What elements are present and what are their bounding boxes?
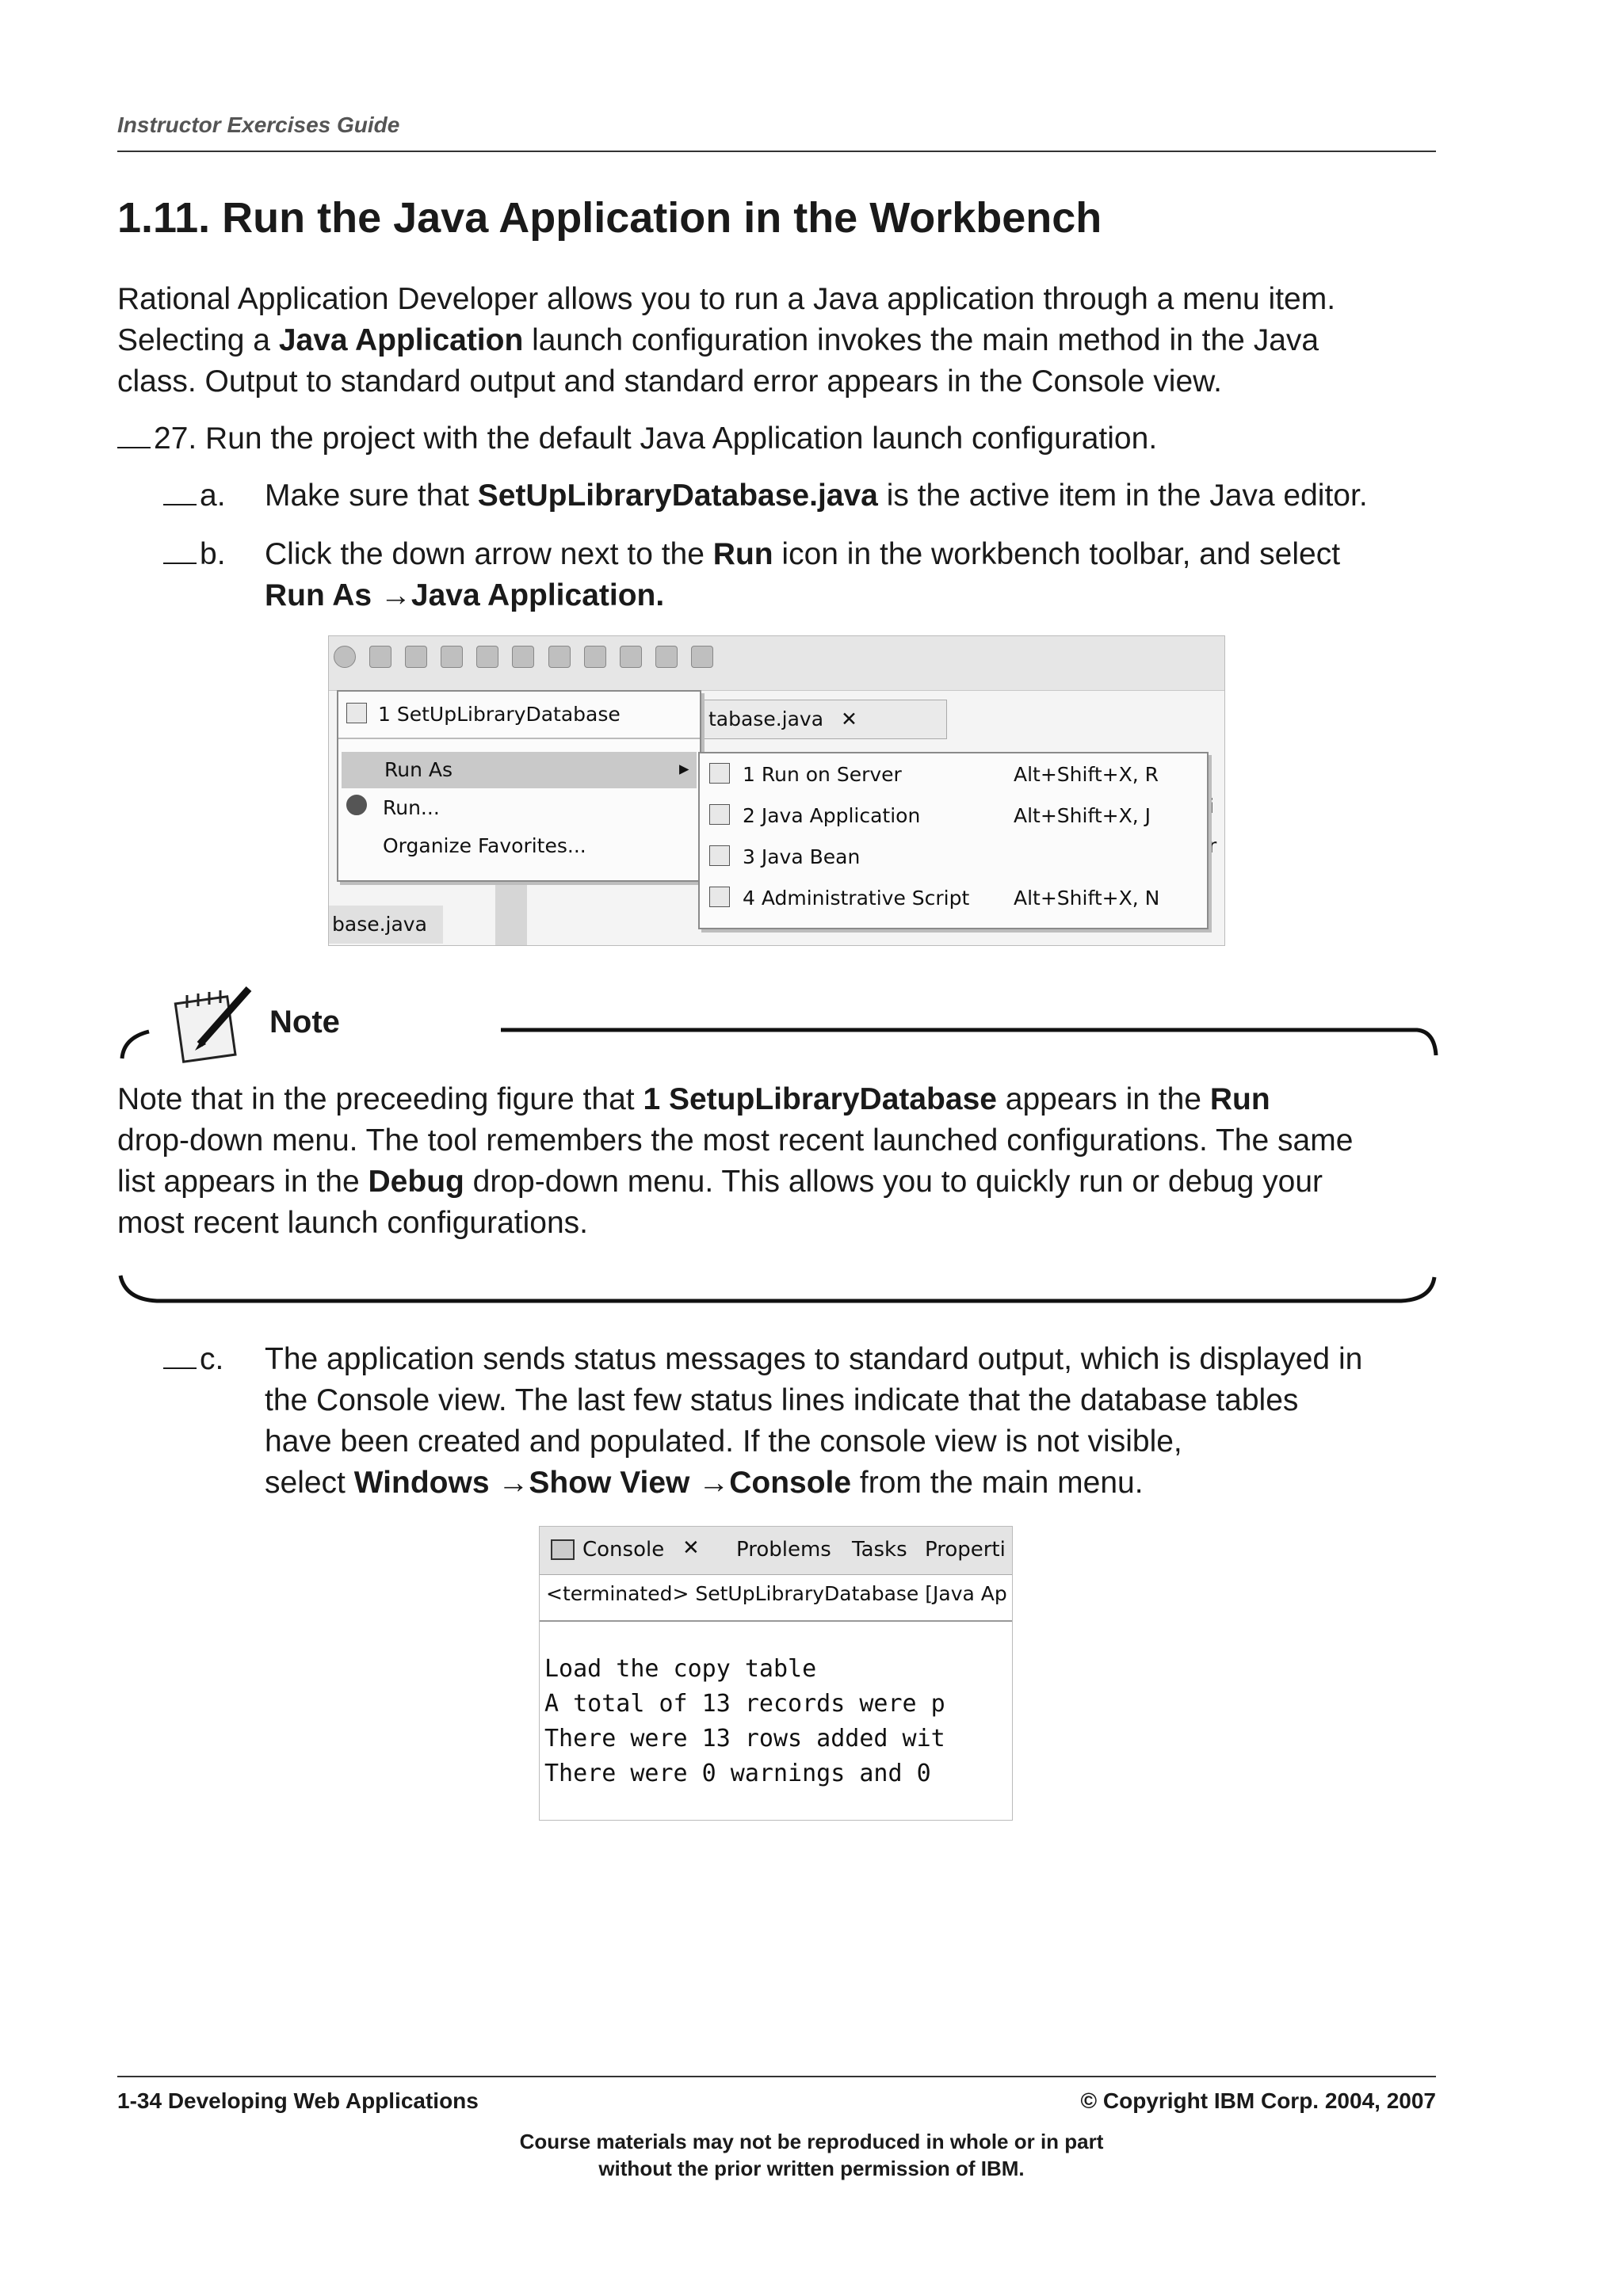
note-line-1 bbox=[117, 1079, 1449, 1120]
intro-bold: Java Application bbox=[278, 323, 524, 357]
java-bean-icon bbox=[709, 845, 730, 866]
editor-tab-label: tabase.java bbox=[708, 707, 824, 730]
menu-item-run[interactable]: Run... bbox=[383, 796, 440, 819]
step-bold: Console bbox=[729, 1466, 852, 1500]
menu-item-setuplibrarydatabase[interactable]: 1 SetUpLibraryDatabase bbox=[378, 703, 621, 726]
intro-text: Selecting a bbox=[117, 323, 279, 357]
step-b bbox=[163, 534, 226, 575]
console-divider bbox=[540, 1620, 1012, 1622]
note-bold: 1 SetupLibraryDatabase bbox=[643, 1082, 997, 1116]
step-c-line-3: have been created and populated. If the console view is not visible, bbox=[265, 1425, 1182, 1459]
tab-problems[interactable]: Problems bbox=[736, 1538, 831, 1562]
note-text: drop-down menu. This allows you to quickly run or debug your bbox=[464, 1165, 1323, 1199]
server-icon[interactable] bbox=[512, 646, 534, 668]
console-icon bbox=[551, 1539, 575, 1560]
menu-item-run-as[interactable] bbox=[342, 752, 697, 788]
note-text: Note that in the preceeding figure that bbox=[117, 1082, 643, 1116]
intro-paragraph bbox=[117, 279, 1449, 402]
console-status: <terminated> SetUpLibraryDatabase [Java Ap bbox=[546, 1582, 1007, 1605]
running-header: Instructor Exercises Guide bbox=[117, 113, 400, 137]
step-b-line-1 bbox=[265, 534, 1453, 575]
step-27-text: 27. Run the project with the default Java Application launch configuration. bbox=[154, 421, 1158, 456]
footer-notice-1: Course materials may not be reproduced in whole or in part bbox=[519, 2130, 1104, 2153]
debug-icon[interactable] bbox=[369, 646, 391, 668]
submenu-item-run-on-server[interactable]: 1 Run on Server bbox=[743, 763, 902, 786]
note-text: appears in the bbox=[996, 1082, 1210, 1116]
arrow-icon: → bbox=[498, 1466, 529, 1500]
close-icon[interactable]: ✕ bbox=[841, 707, 857, 730]
footer-rule bbox=[117, 2076, 1436, 2077]
run-menu-screenshot bbox=[328, 635, 1225, 946]
console-screenshot bbox=[539, 1526, 1013, 1821]
step-b-line-2 bbox=[265, 575, 1453, 616]
checkbox-blank[interactable] bbox=[163, 1344, 197, 1369]
step-letter: b. bbox=[200, 537, 226, 571]
submenu-item-java-application[interactable]: 2 Java Application bbox=[743, 804, 921, 827]
note-body bbox=[117, 1079, 1449, 1244]
notepad-pencil-icon bbox=[170, 981, 258, 1070]
step-text: Click the down arrow next to the bbox=[265, 537, 713, 571]
editor-tab[interactable] bbox=[701, 700, 947, 739]
run-icon bbox=[346, 795, 367, 815]
open-icon[interactable] bbox=[655, 646, 678, 668]
checkbox-blank[interactable] bbox=[163, 480, 197, 505]
step-c-line-2: the Console view. The last few status lines indicate that the database tables bbox=[265, 1383, 1299, 1417]
menu-separator bbox=[338, 738, 700, 739]
tab-properties[interactable]: Properti bbox=[925, 1538, 1006, 1562]
section-title: 1.11. Run the Java Application in the Workbench bbox=[117, 194, 1102, 242]
menu-item-label: Run As bbox=[384, 758, 453, 781]
step-bold: Windows bbox=[353, 1466, 498, 1500]
footer-left: 1-34 Developing Web Applications bbox=[117, 2088, 479, 2113]
submenu-arrow-icon: ▸ bbox=[679, 757, 689, 780]
database-icon[interactable] bbox=[584, 646, 606, 668]
tab-tasks[interactable]: Tasks bbox=[852, 1538, 907, 1562]
step-text: is the active item in the Java editor. bbox=[877, 479, 1368, 513]
workbench-toolbar bbox=[329, 636, 1224, 691]
scrollbar[interactable] bbox=[495, 874, 527, 945]
submenu-item-administrative-script[interactable]: 4 Administrative Script bbox=[743, 887, 970, 910]
web-icon[interactable] bbox=[620, 646, 642, 668]
note-title: Note bbox=[269, 1005, 340, 1039]
note-bold: Run bbox=[1209, 1082, 1270, 1116]
note-text: list appears in the bbox=[117, 1165, 369, 1199]
close-icon[interactable]: ✕ bbox=[682, 1536, 700, 1560]
java-class-icon bbox=[346, 703, 367, 723]
console-line: There were 13 rows added wit bbox=[544, 1725, 945, 1753]
footer-copyright: © Copyright IBM Corp. 2004, 2007 bbox=[1080, 2088, 1436, 2113]
edge-char: i bbox=[1209, 795, 1214, 818]
step-text: icon in the workbench toolbar, and select bbox=[773, 537, 1341, 571]
step-bold: Run As bbox=[265, 578, 380, 612]
edge-char: r bbox=[1209, 834, 1217, 857]
note-line-2: drop-down menu. The tool remembers the most recent launched configurations. The same bbox=[117, 1123, 1354, 1158]
console-line: A total of 13 records were p bbox=[544, 1690, 945, 1718]
step-text: select bbox=[265, 1466, 354, 1500]
step-c-line-4 bbox=[265, 1463, 1453, 1504]
step-letter: c. bbox=[200, 1342, 224, 1376]
search-icon[interactable] bbox=[691, 646, 713, 668]
note-bold: Debug bbox=[368, 1165, 464, 1199]
shortcut-label: Alt+Shift+X, J bbox=[1014, 804, 1151, 827]
run-dropdown-menu bbox=[337, 690, 701, 882]
header-rule bbox=[117, 151, 1436, 152]
step-a-text bbox=[265, 475, 1368, 517]
step-b-text bbox=[265, 534, 1453, 616]
step-text: Make sure that bbox=[265, 479, 478, 513]
step-bold: Run bbox=[712, 537, 773, 571]
step-c-line-1: The application sends status messages to standard output, which is displayed in bbox=[265, 1342, 1363, 1376]
console-line: Load the copy table bbox=[544, 1655, 817, 1683]
shortcut-label: Alt+Shift+X, R bbox=[1014, 763, 1159, 786]
step-27 bbox=[117, 418, 1157, 460]
note-line-4: most recent launch configurations. bbox=[117, 1206, 588, 1240]
java-application-icon bbox=[709, 804, 730, 825]
step-text: from the main menu. bbox=[851, 1466, 1144, 1500]
run-as-submenu bbox=[698, 752, 1209, 929]
checkbox-blank[interactable] bbox=[117, 423, 151, 448]
arrow-icon: → bbox=[380, 578, 411, 612]
step-a bbox=[163, 475, 226, 517]
submenu-item-java-bean[interactable]: 3 Java Bean bbox=[743, 845, 861, 868]
menu-item-organize-favorites[interactable]: Organize Favorites... bbox=[383, 834, 586, 857]
intro-line-2 bbox=[117, 320, 1449, 361]
checkbox-blank[interactable] bbox=[163, 539, 197, 564]
intro-line-1: Rational Application Developer allows you to run a Java application through a menu item. bbox=[117, 282, 1336, 316]
console-line: There were 0 warnings and 0 bbox=[544, 1760, 945, 1787]
note-line-3 bbox=[117, 1161, 1449, 1203]
step-c bbox=[163, 1339, 223, 1380]
step-letter: a. bbox=[200, 479, 226, 513]
new-icon[interactable] bbox=[441, 646, 463, 668]
bottom-tab[interactable]: base.java bbox=[329, 906, 443, 944]
intro-line-3: class. Output to standard output and standard error appears in the Console view. bbox=[117, 364, 1223, 399]
arrow-icon: → bbox=[698, 1466, 730, 1500]
step-bold: SetUpLibraryDatabase.java bbox=[477, 479, 878, 513]
console-tab-bar bbox=[540, 1527, 1012, 1575]
step-bold: Show View bbox=[529, 1466, 699, 1500]
deploy-icon[interactable] bbox=[548, 646, 571, 668]
administrative-script-icon bbox=[709, 887, 730, 907]
run-icon[interactable] bbox=[334, 646, 356, 668]
tab-console[interactable]: Console bbox=[582, 1538, 665, 1562]
intro-text: launch configuration invokes the main method in the Java bbox=[523, 323, 1319, 357]
step-c-text bbox=[265, 1339, 1453, 1504]
run-on-server-icon bbox=[709, 763, 730, 784]
shortcut-label: Alt+Shift+X, N bbox=[1014, 887, 1160, 910]
new-project-icon[interactable] bbox=[476, 646, 498, 668]
step-bold: Java Application. bbox=[411, 578, 665, 612]
profile-icon[interactable] bbox=[405, 646, 427, 668]
footer-notice-2: without the prior written permission of IBM. bbox=[598, 2157, 1025, 2180]
